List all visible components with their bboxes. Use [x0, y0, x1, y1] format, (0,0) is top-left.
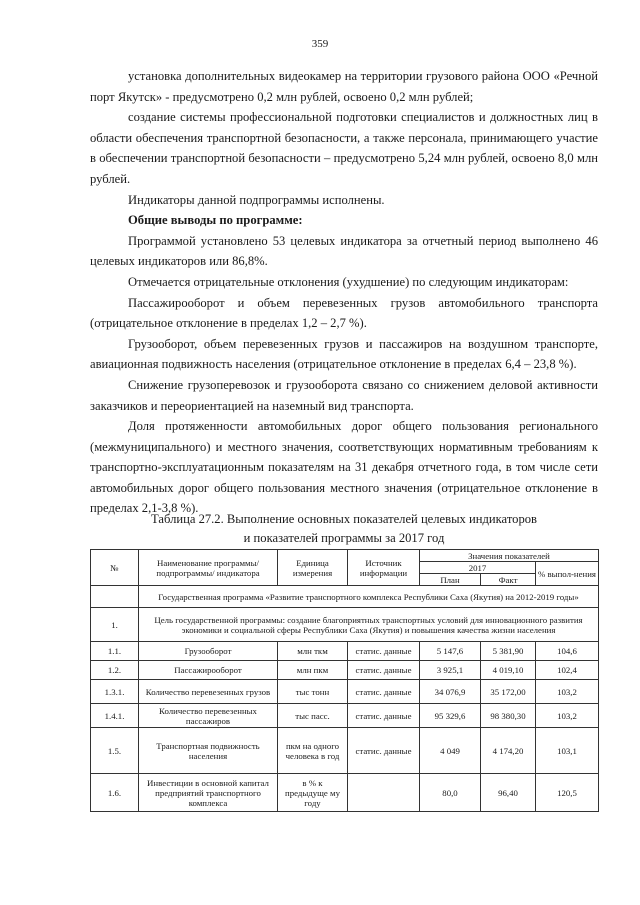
- table-caption: Таблица 27.2. Выполнение основных показателей целевых индикаторов: [151, 512, 537, 526]
- cell-plan: 3 925,1: [420, 661, 481, 680]
- program-row-num: [91, 586, 139, 608]
- col-header-source: Источник информации: [348, 550, 420, 586]
- cell-percent: 120,5: [536, 774, 599, 812]
- table-row: [91, 704, 599, 728]
- col-header-year: 2017: [420, 562, 536, 574]
- cell-fact: 4 174,20: [481, 728, 536, 774]
- table-row: [91, 728, 599, 774]
- cell-unit: тыс пасс.: [278, 704, 348, 728]
- cell-plan: 5 147,6: [420, 642, 481, 661]
- paragraph: Индикаторы данной подпрограммы исполнены.: [128, 192, 385, 207]
- paragraph: Пассажирооборот и объем перевезенных грузов автомобильного транспорта (отрицательное отклонение в пределах 1,2 – 2,7 %).: [90, 295, 598, 331]
- cell-source: [348, 774, 420, 812]
- table-row: [91, 680, 599, 704]
- table-row: [91, 642, 599, 661]
- cell-percent: 103,1: [536, 728, 599, 774]
- col-header-plan: План: [420, 574, 481, 586]
- cell-plan: 80,0: [420, 774, 481, 812]
- table-caption-subtitle: и показателей программы за 2017 год: [243, 531, 445, 545]
- col-header-percent: % выпол-нения: [536, 562, 599, 586]
- cell-source: статис. данные: [348, 642, 420, 661]
- cell-num: 1.6.: [91, 774, 139, 812]
- cell-source: статис. данные: [348, 728, 420, 774]
- col-header-num: №: [91, 550, 139, 586]
- paragraph: Доля протяженности автомобильных дорог общего пользования регионального (межмуниципального) и местного значения, соответствующих нормативным требованиям к транспортно-эксплуатационным показателям на 31 декабря отчетного года, в том числе сети автомобильных дорог общего пользования местного значения (отрицательное отклонение в пределах 2,1-3,8 %).: [90, 419, 598, 516]
- table-row: [91, 661, 599, 680]
- paragraph: создание системы профессиональной подготовки специалистов и должностных лиц в области обеспечения транспортной безопасности, а также персонала, принимающего участие в обеспечении транспортной безопасности – предусмотрено 5,24 млн рублей, освоено 8,0 млн рублей.: [90, 110, 598, 186]
- cell-num: 1.3.1.: [91, 680, 139, 704]
- cell-fact: 35 172,00: [481, 680, 536, 704]
- goal-row: Цель государственной программы: создание благоприятных транспортных условий для инновационного развития экономики и социальной сферы Республики Саха (Якутия) и повышения качества жизни населения: [139, 608, 599, 642]
- cell-fact: 4 019,10: [481, 661, 536, 680]
- col-header-name: Наименование программы/ подпрограммы/ индикатора: [139, 550, 278, 586]
- cell-name: Количество перевезенных пассажиров: [139, 704, 278, 728]
- cell-name: Инвестиции в основной капитал предприятий транспортного комплекса: [139, 774, 278, 812]
- cell-percent: 103,2: [536, 680, 599, 704]
- cell-num: 1.5.: [91, 728, 139, 774]
- cell-name: Грузооборот: [139, 642, 278, 661]
- body-text: [90, 66, 598, 519]
- cell-fact: 98 380,30: [481, 704, 536, 728]
- page-number: 359: [311, 38, 329, 50]
- cell-plan: 34 076,9: [420, 680, 481, 704]
- program-row: Государственная программа «Развитие транспортного комплекса Республики Саха (Якутия) на 2012-2019 годы»: [139, 586, 599, 608]
- col-header-fact: Факт: [481, 574, 536, 586]
- cell-unit: тыс тонн: [278, 680, 348, 704]
- cell-source: статис. данные: [348, 704, 420, 728]
- cell-source: статис. данные: [348, 661, 420, 680]
- cell-num: 1.4.1.: [91, 704, 139, 728]
- cell-unit: млн пкм: [278, 661, 348, 680]
- col-header-unit: Единица измерения: [278, 550, 348, 586]
- cell-num: 1.1.: [91, 642, 139, 661]
- goal-row-num: 1.: [91, 608, 139, 642]
- cell-unit: пкм на одного человека в год: [278, 728, 348, 774]
- cell-percent: 102,4: [536, 661, 599, 680]
- paragraph: Программой установлено 53 целевых индикатора за отчетный период выполнено 46 целевых индикаторов или 86,8%.: [90, 233, 598, 269]
- section-heading: Общие выводы по программе:: [128, 213, 303, 228]
- cell-fact: 5 381,90: [481, 642, 536, 661]
- cell-unit: в % к предыдуще му году: [278, 774, 348, 812]
- col-header-values: Значения показателей: [420, 550, 599, 562]
- cell-plan: 4 049: [420, 728, 481, 774]
- paragraph: Грузооборот, объем перевезенных грузов и пассажиров на воздушном транспорте, авиационная подвижность населения (отрицательное отклонение в пределах 6,4 – 23,8 %).: [90, 336, 598, 372]
- cell-fact: 96,40: [481, 774, 536, 812]
- paragraph: Отмечается отрицательные отклонения (ухудшение) по следующим индикаторам:: [128, 274, 569, 289]
- table-row: [91, 774, 599, 812]
- cell-plan: 95 329,6: [420, 704, 481, 728]
- paragraph: установка дополнительных видеокамер на территории грузового района ООО «Речной порт Якутск» - предусмотрено 0,2 млн рублей, освоено 0,2 млн рублей;: [90, 69, 598, 104]
- cell-source: статис. данные: [348, 680, 420, 704]
- cell-num: 1.2.: [91, 661, 139, 680]
- cell-percent: 103,2: [536, 704, 599, 728]
- cell-percent: 104,6: [536, 642, 599, 661]
- cell-name: Транспортная подвижность населения: [139, 728, 278, 774]
- cell-name: Пассажирооборот: [139, 661, 278, 680]
- cell-name: Количество перевезенных грузов: [139, 680, 278, 704]
- indicators-table: [90, 549, 599, 812]
- paragraph: Снижение грузоперевозок и грузооборота связано со снижением деловой активности заказчиков и переориентацией на наземный вид транспорта.: [90, 377, 598, 413]
- cell-unit: млн ткм: [278, 642, 348, 661]
